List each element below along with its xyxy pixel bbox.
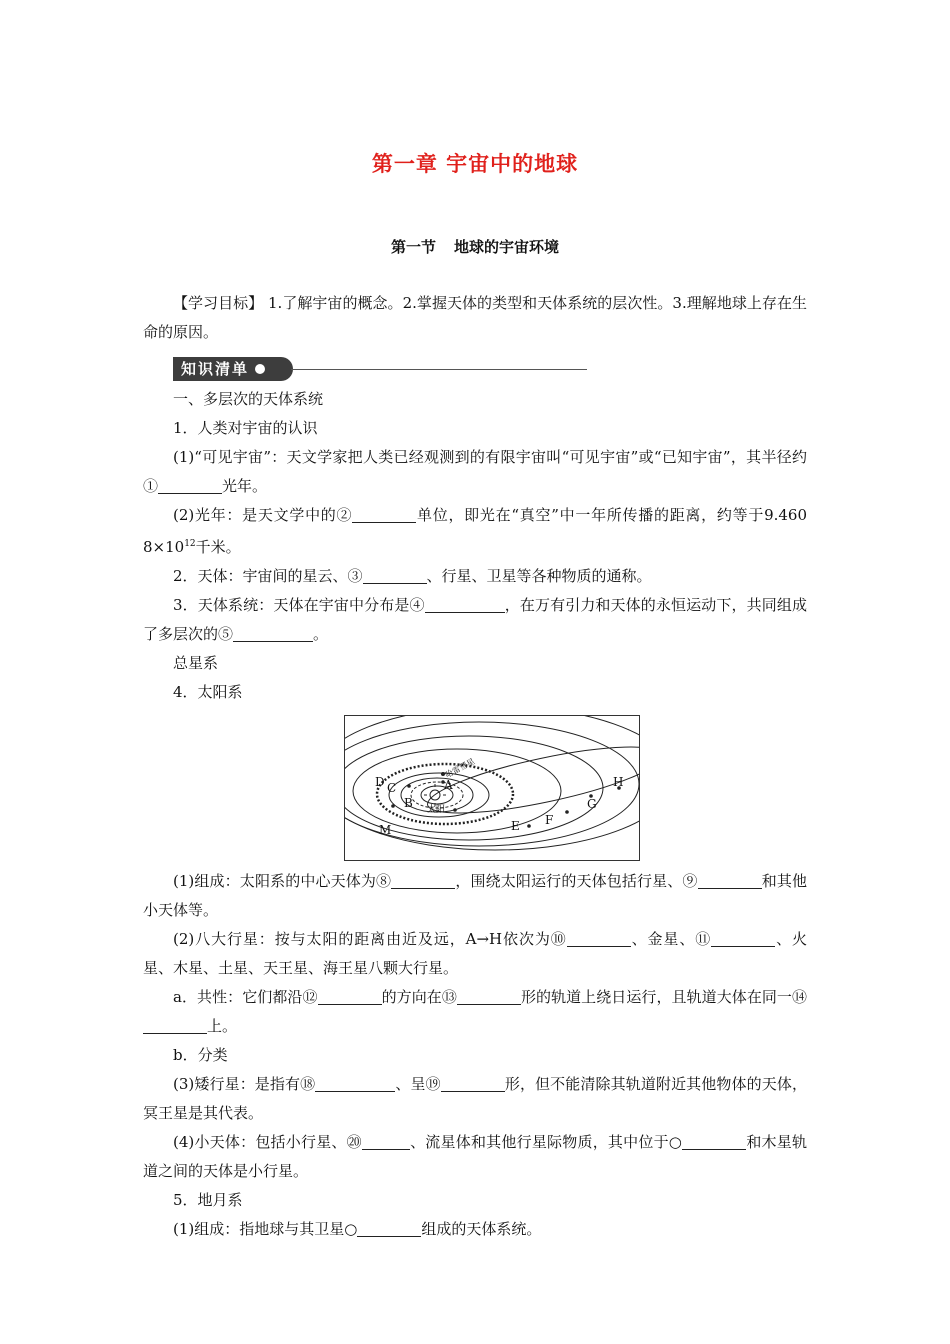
planet-label-e: E (511, 819, 520, 833)
text: 3．天体系统：天体在宇宙中分布是④ (173, 596, 425, 614)
text: 单位，即光在“真空”中一年所传播的距离，约等于9.460 8×10 (143, 506, 808, 556)
text: 光年。 (222, 477, 268, 495)
fill-blank-5[interactable] (233, 625, 313, 642)
paragraph-celestial-system (143, 591, 807, 649)
planet-label-m: M (379, 823, 392, 837)
text: 、火星、木星、土星、天王星、海王星八颗大行星。 (143, 930, 807, 977)
fill-blank-18[interactable] (315, 1075, 395, 1092)
subheading-solar-system: 4．太阳系 (173, 683, 243, 701)
paragraph-celestial-body (143, 562, 807, 591)
planet-label-a: A (444, 778, 453, 792)
subheading-earth-moon: 5．地月系 (173, 1191, 243, 1209)
text: 组成的天体系统。 (421, 1220, 542, 1238)
dot-icon (255, 364, 265, 374)
fill-blank-9[interactable] (698, 872, 762, 889)
planet-label-b: B (404, 796, 413, 810)
paragraph-eight-planets (143, 925, 807, 983)
text: (2)光年：是天文学中的② (173, 506, 353, 524)
fill-blank-13[interactable] (457, 988, 521, 1005)
text: 、金星、⑪ (630, 930, 712, 948)
fill-blank-8[interactable] (391, 872, 455, 889)
planet-label-g: G (587, 797, 597, 811)
exponent: 12 (184, 539, 196, 549)
paragraph-earth-moon (143, 1215, 807, 1244)
fill-blank-11[interactable] (711, 930, 775, 947)
text: 和其他小天体等。 (143, 872, 807, 919)
knowledge-list-header (173, 357, 807, 385)
fill-blank-12[interactable] (318, 988, 382, 1005)
fill-blank-2[interactable] (352, 506, 416, 523)
solar-system-diagram (345, 716, 639, 860)
fill-blank-22[interactable] (357, 1220, 421, 1237)
paragraph-classification: b．分类 (173, 1046, 228, 1064)
total-galaxy: 总星系 (173, 654, 219, 672)
text: ，在万有引力和天体的永恒运动下，共同组成了多层次的⑤ (143, 596, 807, 643)
learning-objectives: 【学习目标】 1.了解宇宙的概念。2.掌握天体的类型和天体系统的层次性。3.理解地球上存在生命的原因。 (143, 294, 807, 341)
fill-blank-19[interactable] (441, 1075, 505, 1092)
text: (3)矮行星：是指有⑱ (173, 1075, 316, 1093)
text: 、行星、卫星等各种物质的通称。 (426, 567, 652, 585)
text: 千米。 (195, 538, 241, 556)
text: (1)组成：指地球与其卫星○ (173, 1220, 358, 1238)
main-content (143, 289, 807, 1244)
text: 和木星轨道之间的天体是小行星。 (143, 1133, 807, 1180)
paragraph-composition (143, 867, 807, 925)
text: 、流星体和其他行星际物质，其中位于○ (409, 1133, 683, 1151)
section-title (0, 236, 950, 257)
fill-blank-1[interactable] (158, 477, 222, 494)
text: 上。 (207, 1017, 238, 1035)
solar-system-figure (344, 715, 640, 861)
fill-blank-21[interactable] (682, 1133, 746, 1150)
planet-label-c: C (387, 781, 397, 795)
section-name: 地球的宇宙环境 (454, 238, 560, 256)
knowledge-list-badge (173, 357, 293, 381)
paragraph-small-bodies (143, 1128, 807, 1186)
header-rule (291, 369, 587, 370)
text: (4)小天体：包括小行星、⑳ (173, 1133, 362, 1151)
badge-label: 知识清单 (181, 360, 250, 378)
fill-blank-4[interactable] (425, 596, 505, 613)
heading-1: 一、多层次的天体系统 (173, 390, 324, 408)
planet-label-h: H (613, 775, 624, 789)
text: 形，但不能清除其轨道附近其他物体的天体，冥王星是其代表。 (143, 1075, 807, 1122)
chapter-title: 第一章 宇宙中的地球 (371, 152, 579, 176)
text: 形的轨道上绕日运行，且轨道大体在同一⑭ (520, 988, 807, 1006)
text: (1)组成：太阳系的中心天体为⑧ (173, 872, 392, 890)
text: a．共性：它们都沿⑫ (173, 988, 318, 1006)
text: 2．天体：宇宙间的星云、③ (173, 567, 363, 585)
text: (1)“可见宇宙”：天文学家把人类已经观测到的有限宇宙叫“可见宇宙”或“已知宇宙”，其半径约① (143, 448, 807, 495)
planet-label-d: D (375, 775, 385, 789)
text: (2)八大行星：按与太阳的距离由近及远，A→H依次为⑩ (173, 930, 567, 948)
planet-label-f: F (545, 813, 554, 827)
halley-comet-label: 哈雷彗星 (443, 756, 477, 780)
text: 、呈⑲ (395, 1075, 441, 1093)
fill-blank-3[interactable] (363, 567, 427, 584)
text: 。 (313, 625, 329, 643)
paragraph-light-year (143, 501, 807, 562)
fill-blank-10[interactable] (567, 930, 631, 947)
fill-blank-14[interactable] (143, 1017, 207, 1034)
text: ，围绕太阳运行的天体包括行星、⑨ (455, 872, 698, 890)
fill-blank-20[interactable] (362, 1133, 410, 1150)
text: 的方向在⑬ (381, 988, 457, 1006)
section-number: 第一节 (390, 238, 436, 256)
paragraph-dwarf-planet (143, 1070, 807, 1128)
subheading-1: 1．人类对宇宙的认识 (173, 419, 318, 437)
paragraph-commonality (143, 983, 807, 1041)
paragraph-visible-universe (143, 443, 807, 501)
sun-label: 太阳 (427, 805, 446, 815)
